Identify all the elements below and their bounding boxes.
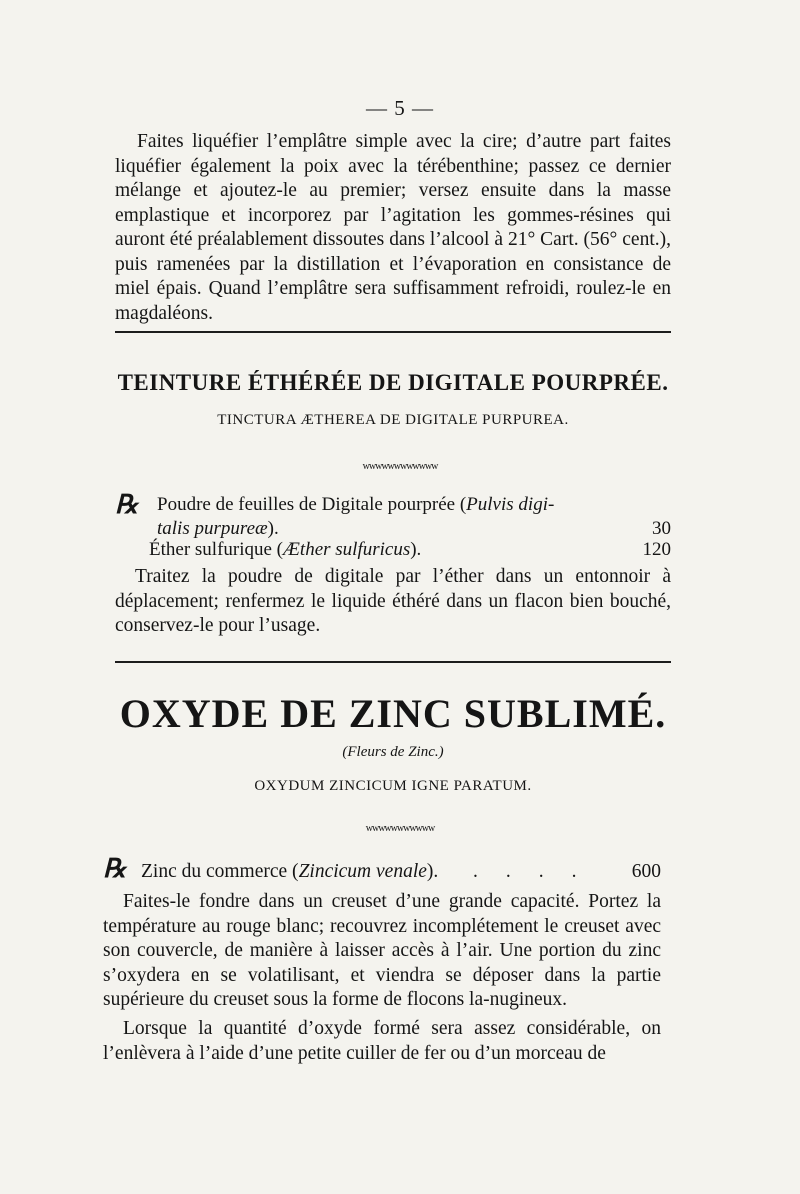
section-divider-1 [115, 331, 671, 333]
recipe-symbol-icon: ℞ [103, 854, 127, 883]
ingredient-quantity: 600 [631, 861, 661, 882]
section-divider-2 [115, 661, 671, 663]
section1-instructions: Traitez la poudre de digitale par l’éther dans un entonnoir à déplacement; renfermez le liquide éthéré dans un flacon bien bouché, conservez-le pour l’usage. [115, 566, 671, 636]
section1-latin-title: TINCTURA ÆTHEREA DE DIGITALE PURPUREA. [217, 412, 569, 428]
section2-latin-title: OXYDUM ZINCICUM IGNE PARATUM. [254, 778, 532, 794]
leader-dots: .... [473, 861, 605, 882]
ingredient-ether [115, 538, 671, 562]
ingredient-name: Zinc du commerce (Zincicum venale). [141, 861, 439, 882]
ingredient-name: Éther sulfurique (Æther sulfuricus). [149, 539, 422, 560]
section1-ornament: wwwwwwwwwwww [362, 461, 438, 472]
section2-title: OXYDE DE ZINC SUBLIMÉ. [119, 691, 667, 736]
section2-subtitle: (Fleurs de Zinc.) [342, 744, 444, 760]
section2-ornament: wwwwwwwwwww [365, 823, 435, 834]
section2-paragraph-2: Lorsque la quantité d’oxyde formé sera assez considérable, on l’enlèvera à l’aide d’une petite cuiller de fer ou d’un morceau de [103, 1018, 661, 1064]
ingredient-name: Poudre de feuilles de Digitale pourprée (Pulvis digi- talis purpureæ). [157, 494, 555, 539]
ingredient-digitale [115, 490, 671, 543]
ingredient-quantity: 120 [642, 539, 671, 560]
ingredient-quantity: 30 [652, 518, 671, 539]
page-number: — 5 — [366, 96, 434, 120]
intro-paragraph: Faites liquéfier l’emplâtre simple avec la cire; d’autre part faites liquéfier également la poix avec la térébenthine; passez ce dernier mélange et ajoutez-le au premier; versez ensuite dans la masse emplastique et incorporez par l’agitation les gommes-résines qui auront été préalablement dissoutes dans l’alcool à 21° Cart. (56° cent.), puis ramenées par la distillation et l’évaporation en consistance de miel épais. Quand l’emplâtre sera suffisamment refroidi, roulez-le en magdaléons. [115, 131, 671, 324]
recipe-symbol-icon: ℞ [115, 490, 139, 519]
section2-paragraph-1: Faites-le fondre dans un creuset d’une grande capacité. Portez la température au rouge blanc; recouvrez incomplétement le creuset avec son couvercle, de manière à laisser accès à l’air. Une portion du zinc s’oxydera en se volatilisant, et viendra se déposer dans la partie supérieure du creuset sous la forme de flocons la-nugineux. [103, 891, 661, 1010]
section1-title: TEINTURE ÉTHÉRÉE DE DIGITALE POURPRÉE. [117, 370, 669, 395]
